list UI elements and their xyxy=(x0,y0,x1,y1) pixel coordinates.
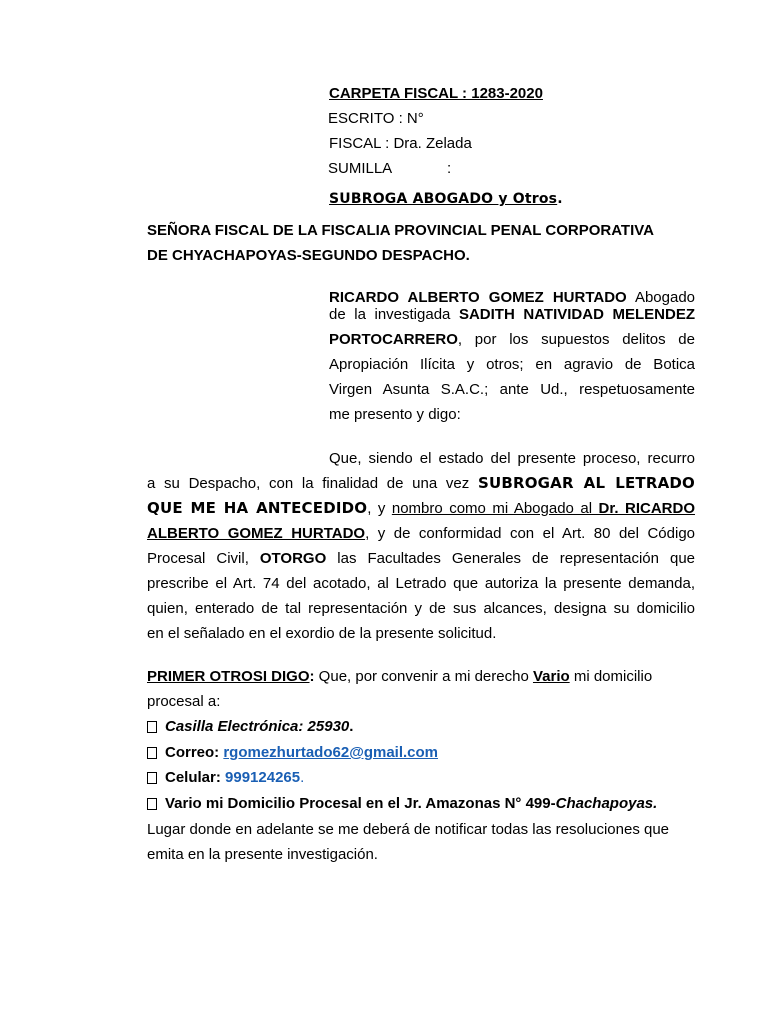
intro-line: me presento y digo: xyxy=(329,406,461,423)
defendant-name: SADITH NATIVIDAD MELENDEZ xyxy=(458,306,695,323)
correo-item: Correo: rgomezhurtado62@gmail.com xyxy=(147,744,438,762)
body-line: QUE ME HA ANTECEDIDO, y nombro como mi Abogado al Dr. RICARDO xyxy=(147,499,695,517)
abogado-word: Abogado xyxy=(634,289,696,306)
lugar-line-2: emita en la presente investigación. xyxy=(147,846,378,863)
intro-line: Virgen Asunta S.A.C.; ante Ud., respetuosamente xyxy=(329,381,695,398)
bullet-icon xyxy=(147,747,157,759)
body-line: en el señalado en el exordio de la presente solicitud. xyxy=(147,625,497,642)
body-line: a su Despacho, con la finalidad de una vez SUBROGAR AL LETRADO xyxy=(147,474,695,492)
subroga-text: SUBROGA ABOGADO y Otros xyxy=(329,191,558,207)
sumilla-colon: : xyxy=(447,160,452,177)
bullet-icon xyxy=(147,798,157,810)
sumilla-label: SUMILLA xyxy=(328,160,393,177)
body-line: Que, siendo el estado del presente proceso, recurro xyxy=(329,450,695,467)
lawyer-name: RICARDO ALBERTO GOMEZ HURTADO xyxy=(329,289,627,306)
lugar-line-1: Lugar donde en adelante se me deberá de notificar todas las resoluciones que xyxy=(147,821,670,838)
phone-number: 999124265 xyxy=(225,769,301,786)
intro-paragraph xyxy=(329,288,695,427)
bullet-icon xyxy=(147,772,157,784)
body-line: prescribe el Art. 74 del acotado, al Letrado que autoriza la presente demanda, xyxy=(147,575,695,592)
email-link[interactable]: rgomezhurtado62@gmail.com xyxy=(223,744,439,761)
intro-line: PORTOCARRERO, por los supuestos delitos de xyxy=(329,331,695,348)
intro-line: Apropiación Ilícita y otros; en agravio de Botica xyxy=(329,356,695,373)
casilla-item: Casilla Electrónica: 25930. xyxy=(147,718,353,736)
domicilio-item: Vario mi Domicilio Procesal en el Jr. Amazonas N° 499-Chachapoyas. xyxy=(147,795,657,813)
main-paragraph xyxy=(147,446,695,646)
sumilla-title xyxy=(329,190,563,208)
body-line: Procesal Civil, OTORGO las Facultades Generales de representación que xyxy=(147,550,695,567)
intro-line xyxy=(329,288,695,307)
body-line: quien, enterado de tal representación y de sus alcances, designa su domicilio xyxy=(147,600,695,617)
body-line: ALBERTO GOMEZ HURTADO, y de conformidad con el Art. 80 del Código xyxy=(147,525,696,542)
otrosi-line-1: PRIMER OTROSI DIGO: Que, por convenir a mi derecho Vario mi domicilio xyxy=(147,668,653,685)
bullet-icon xyxy=(147,721,157,733)
carpeta-fiscal: CARPETA FISCAL : 1283-2020 xyxy=(329,85,543,102)
intro-line: de la investigada SADITH NATIVIDAD MELENDEZ xyxy=(329,306,695,323)
celular-item: Celular: 999124265. xyxy=(147,769,304,787)
otrosi-label: PRIMER OTROSI DIGO xyxy=(147,668,310,685)
fiscal-line: FISCAL : Dra. Zelada xyxy=(329,135,472,152)
subroga-dot: . xyxy=(557,191,563,207)
otrosi-line-2: procesal a: xyxy=(147,693,221,710)
addressee-line-2: DE CHYACHAPOYAS-SEGUNDO DESPACHO. xyxy=(147,247,470,264)
addressee-line-1: SEÑORA FISCAL DE LA FISCALIA PROVINCIAL PENAL CORPORATIVA xyxy=(147,222,654,239)
escrito-line: ESCRITO : N° xyxy=(328,110,424,127)
